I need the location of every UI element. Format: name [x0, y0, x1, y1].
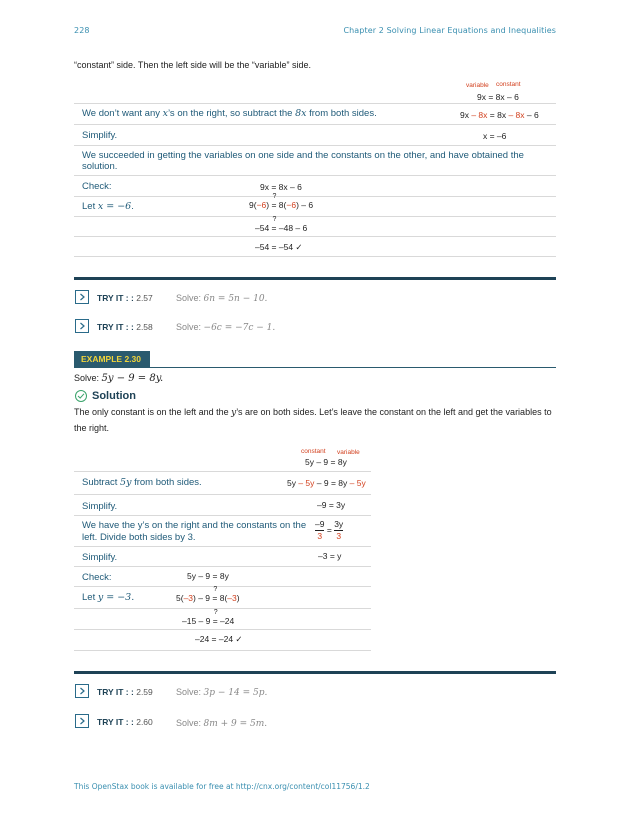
table2-check-equation: 5y – 9 = 8y [187, 571, 229, 581]
table2-row3-equation: $\frac{-9}{3}$ = $\frac{3y}{3}$ [315, 519, 344, 541]
divider [74, 608, 371, 609]
table1-top-equation: 9x = 8x – 6 [477, 92, 519, 102]
divider [74, 256, 556, 257]
try-it-2-59-problem: Solve: 3p − 14 = 5p. [176, 687, 268, 698]
table2-row1-equation: 5y – 5y – 9 = 8y – 5y [287, 478, 366, 488]
example-problem: Solve: 5y − 9 = 8y. [74, 373, 164, 384]
divider [74, 175, 556, 176]
table2-simplify-2: Simplify. [82, 552, 118, 563]
chevron-right-icon [79, 687, 86, 695]
try-it-2-59-label: TRY IT : : 2.59 [97, 687, 153, 697]
section-rule [74, 671, 556, 674]
solution-text: The only constant is on the left and the y’s are on both sides. Let’s leave the constant on the left and get the variables to the right. [74, 407, 552, 433]
try-it-2-57-expand-button[interactable] [75, 290, 89, 304]
variable-tag: variable [466, 82, 489, 89]
footer-link-text[interactable]: This OpenStax book is available for free at http://cnx.org/content/col11756/1.2 [74, 782, 370, 791]
table2-substitution: 5(–3) – 9 ? = 8(–3) [176, 586, 240, 603]
section-rule [74, 277, 556, 280]
try-it-2-58-label: TRY IT : : 2.58 [97, 322, 153, 332]
divider [74, 103, 556, 104]
intro-text: “constant” side. Then the left side will be the “variable” side. [74, 60, 311, 70]
divider [74, 196, 556, 197]
try-it-2-60-expand-button[interactable] [75, 714, 89, 728]
table1-row2-equation: x = –6 [483, 131, 507, 141]
example-label: EXAMPLE 2.30 [74, 351, 150, 368]
table1-row1-equation: 9x – 8x = 8x – 8x – 6 [460, 110, 539, 120]
chevron-right-icon [79, 717, 86, 725]
table1-check-middle: –54 ? = –48 – 6 [255, 216, 308, 233]
divider [74, 494, 371, 495]
solution-heading: Solution [92, 390, 136, 402]
table1-check-final: –54 = –54 ✓ [255, 242, 303, 252]
table2-row2-equation: –9 = 3y [317, 500, 346, 510]
variable-tag: variable [337, 449, 360, 456]
divider [74, 236, 556, 237]
chevron-right-icon [79, 322, 86, 330]
table2-let-text: Let y = −3. [82, 592, 135, 603]
table2-row4-equation: –3 = y [318, 551, 342, 561]
try-it-2-57-problem: Solve: 6n = 5n − 10. [176, 293, 268, 304]
divider [74, 124, 556, 125]
try-it-2-60-problem: Solve: 8m + 9 = 5m. [176, 718, 268, 729]
table1-let-text: Let x = −6. [82, 201, 134, 212]
try-it-2-57-label: TRY IT : : 2.57 [97, 293, 153, 303]
table1-substitution: 9(−6) ? = 8(−6) – 6 [249, 193, 314, 210]
table1-check-label: Check: [82, 181, 112, 192]
table2-top-equation: 5y – 9 = 8y [305, 457, 347, 467]
table1-check-equation: 9x = 8x – 6 [260, 182, 302, 192]
constant-tag: constant [496, 81, 521, 88]
divider [74, 586, 371, 587]
table2-check-final: –24 = –24 ✓ [195, 634, 243, 644]
divider [74, 216, 556, 217]
try-it-2-59-expand-button[interactable] [75, 684, 89, 698]
table2-check-label: Check: [82, 572, 112, 583]
divider [74, 471, 371, 472]
chevron-right-icon [79, 293, 86, 301]
page-number: 228 [74, 26, 90, 35]
solution-check-icon [75, 390, 87, 402]
table1-row1-text: We don’t want any x’s on the right, so subtract the 8x from both sides. [82, 108, 377, 119]
divider [74, 629, 371, 630]
divider [74, 546, 371, 547]
constant-tag: constant [301, 448, 326, 455]
table2-row3-text: We have the y’s on the right and the constants on the left. Divide both sides by 3. [82, 520, 307, 543]
table2-simplify-1: Simplify. [82, 501, 118, 512]
divider [74, 515, 371, 516]
try-it-2-58-problem: Solve: −6c = −7c − 1. [176, 322, 276, 333]
divider [74, 650, 371, 651]
divider [74, 566, 371, 567]
try-it-2-58-expand-button[interactable] [75, 319, 89, 333]
example-rule [150, 367, 556, 368]
table2-check-middle: –15 – 9 ? = –24 [182, 609, 235, 626]
table1-simplify: Simplify. [82, 130, 118, 141]
divider [74, 145, 556, 146]
table1-row3-text: We succeeded in getting the variables on one side and the constants on the other, and have obtained the solution. [82, 150, 524, 172]
chapter-title: Chapter 2 Solving Linear Equations and Inequalities [343, 26, 556, 35]
table2-row1-text: Subtract 5y from both sides. [82, 477, 202, 488]
try-it-2-60-label: TRY IT : : 2.60 [97, 717, 153, 727]
